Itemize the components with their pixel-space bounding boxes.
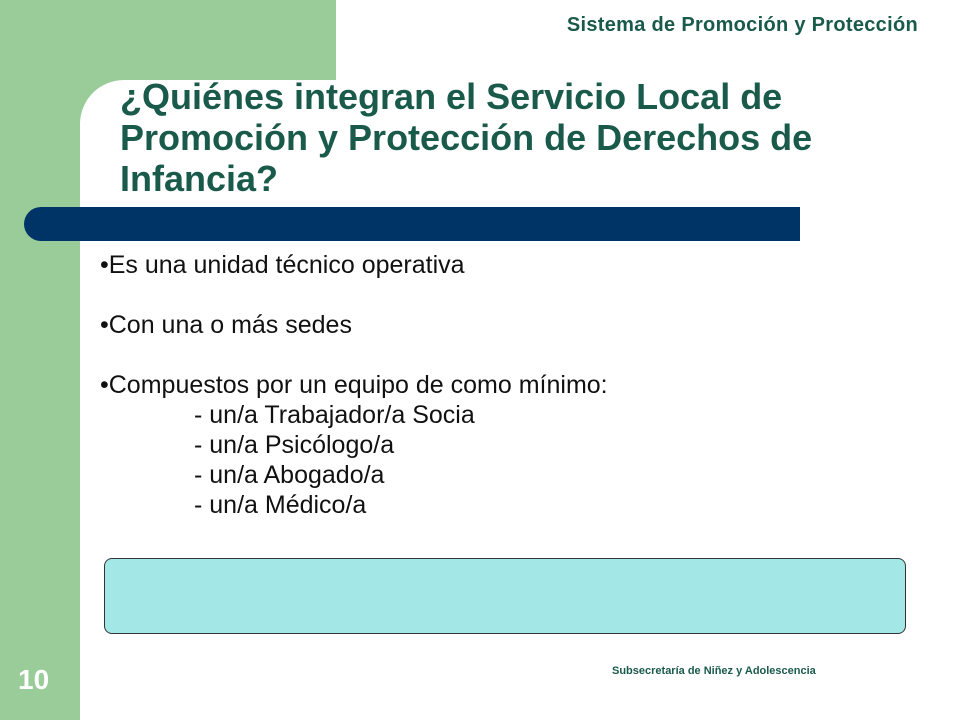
team-member: - un/a Trabajador/a Socia	[194, 401, 475, 429]
team-list	[100, 400, 608, 520]
title-underline-bar	[24, 207, 800, 241]
team-member: - un/a Abogado/a	[194, 461, 385, 489]
bullet-item: •Con una o más sedes	[100, 311, 352, 339]
page-number: 10	[18, 664, 50, 695]
team-member: - un/a Psicólogo/a	[194, 431, 395, 459]
bullet-list	[100, 250, 608, 520]
bullet-item-label: •Compuestos por un equipo de como mínimo:	[100, 371, 608, 399]
footer-organization: Subsecretaría de Niñez y Adolescencia	[612, 665, 816, 677]
team-member: - un/a Médico/a	[194, 491, 367, 519]
bullet-item-team	[100, 370, 608, 520]
slide-title: ¿Quiénes integran el Servicio Local de Promoción y Protección de Derechos de Infancia?	[120, 76, 813, 199]
system-header: Sistema de Promoción y Protección	[566, 14, 918, 36]
highlight-box	[104, 558, 906, 634]
bullet-item: •Es una unidad técnico operativa	[100, 251, 465, 279]
